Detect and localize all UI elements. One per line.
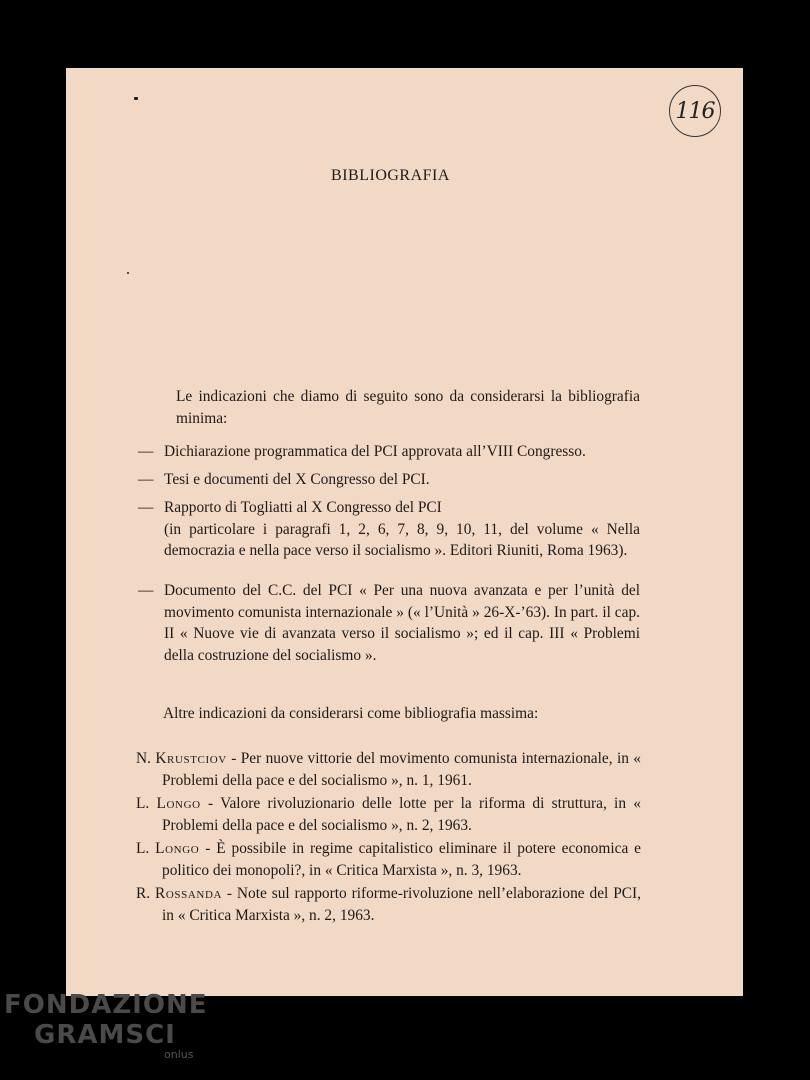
reference-item: L. Longo - È possibile in regime capitalistico eliminare il potere economica e politico dei monopoli?, in « Critica Marxista », n. 3, 1963. bbox=[136, 840, 641, 879]
page-title: BIBLIOGRAFIA bbox=[331, 167, 450, 184]
other-heading: Altre indicazioni da considerarsi come bibliografia massima: bbox=[163, 705, 539, 722]
reference-item: R. Rossanda - Note sul rapporto riforme-rivoluzione nell’elaborazione del PCI, in « Critica Marxista », n. 2, 1963. bbox=[136, 885, 641, 924]
list-item: — Tesi e documenti del X Congresso del PCI. bbox=[138, 471, 430, 488]
list-item: — Dichiarazione programmatica del PCI approvata all’VIII Congresso. bbox=[138, 443, 586, 460]
page-number: 116 bbox=[669, 85, 721, 137]
reference-item: N. Krustciov - Per nuove vittorie del movimento comunista internazionale, in « Problemi della pace e del socialismo », n. 1, 1961. bbox=[136, 750, 641, 789]
fondazione-gramsci-logo: FONDAZIONE GRAMSCI onlus bbox=[4, 990, 208, 1061]
reference-item: L. Longo - Valore rivoluzionario delle lotte per la riforma di struttura, in « Problemi della pace e del socialismo », n. 2, 1963. bbox=[136, 795, 641, 834]
intro-paragraph: Le indicazioni che diamo di seguito sono da considerarsi la bibliografia minima: bbox=[176, 388, 640, 427]
list-item: — Documento del C.C. del PCI « Per una nuova avanzata e per l’unità del movimento comunista internazionale » (« l’Unità » 26-X-’63). In part. il cap. II « Nuove vie di avanzata verso il socialismo »; ed il cap. III « Problemi della costruzione del socialismo ». bbox=[138, 582, 640, 664]
document-page bbox=[66, 68, 743, 996]
list-item: — Rapporto di Togliatti al X Congresso del PCI (in particolare i paragrafi 1, 2, 6, 7, 8, 9, 10, 11, del volume « Nella democrazia e nella pace verso il socialismo ». Editori Riuniti, Roma 1963). bbox=[138, 499, 640, 559]
ink-dot bbox=[127, 272, 129, 274]
ink-dot bbox=[134, 97, 138, 100]
